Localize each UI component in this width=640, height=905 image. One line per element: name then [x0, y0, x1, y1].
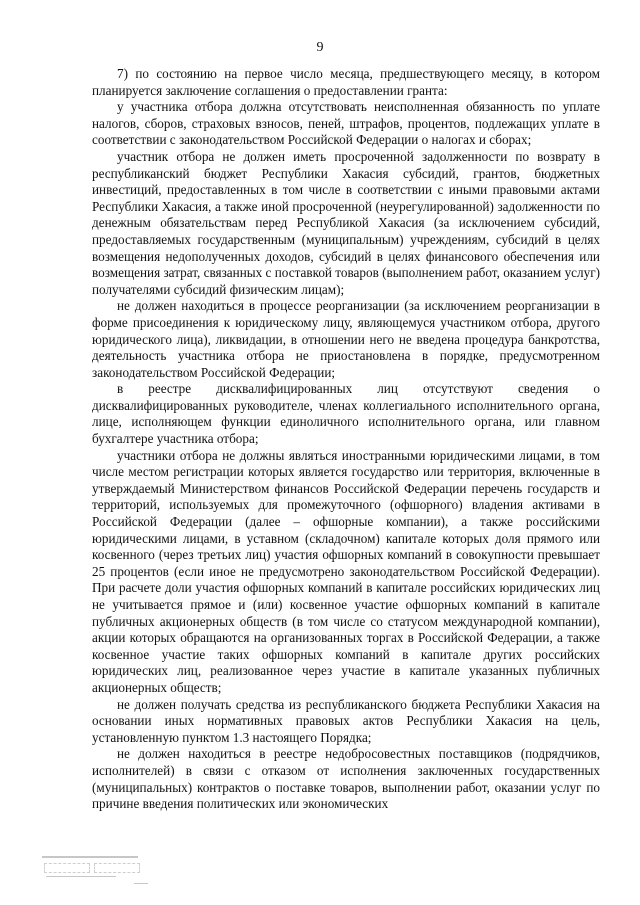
paragraph-overdue-debt: участник отбора не должен иметь просроченной задолженности по возврату в республиканский бюджет Республики Хакасия субсидий, грантов, бюджетных инвестиций, предоставленных в том числе в соответствии с иными правовыми актами Республики Хакасия, а также иной просроченной (неурегулированной) задолженности по денежным обязательствам перед Республикой Хакасия (за исключением субсидий, предоставляемых государственным (муниципальным) учреждениям, субсидий в целях возмещения недополученных доходов, субсидий в целях финансового обеспечения или возмещения затрат, связанных с поставкой товаров (выполнением работ, оказанием услуг) получателями субсидий физическим лицам);: [92, 148, 600, 297]
paragraph-disqualified-persons: в реестре дисквалифицированных лиц отсутствуют сведения о дисквалифицированных руководителе, членах коллегиального исполнительного органа, лице, исполняющем функции единоличного исполнительного органа, или главном бухгалтере участника отбора;: [92, 381, 600, 447]
page-number: 9: [316, 40, 324, 55]
paragraph-reorganization: не должен находиться в процессе реорганизации (за исключением реорганизации в форме присоединения к юридическому лицу, являющемуся участником отбора, другого юридического лица), ликвидации, в отношении него не введена процедура банкротства, деятельность участника отбора не приостановлена в порядке, предусмотренном законодательством Российской Федерации;: [92, 298, 600, 380]
document-body: [92, 66, 600, 813]
paragraph-item-7: 7) по состоянию на первое число месяца, предшествующего месяцу, в котором планируется заключение соглашения о предоставлении гранта:: [92, 66, 600, 98]
paragraph-tax-obligations: у участника отбора должна отсутствовать неисполненная обязанность по уплате налогов, сборов, страховых взносов, пеней, штрафов, процентов, подлежащих уплате в соответствии с законодательством Российской Федерации о налогах и сборах;: [92, 99, 600, 148]
paragraph-offshore-companies: участники отбора не должны являться иностранными юридическими лицами, в том числе местом регистрации которых является государство или территория, включенные в утверждаемый Министерством финансов Российской Федерации перечень государств и территорий, используемых для промежуточного (офшорного) владения активами в Российской Федерации (далее – офшорные компании), а также российскими юридическими лицами, в уставном (складочном) капитале которых доля прямого или косвенного (через третьих лиц) участия офшорных компаний в совокупности превышает 25 процентов (если иное не предусмотрено законодательством Российской Федерации). При расчете доли участия офшорных компаний в капитале российских юридических лиц не учитывается прямое и (или) косвенное участие офшорных компаний в капитале публичных акционерных обществ (в том числе со статусом международной компании), акции которых обращаются на организованных торгах в Российской Федерации, а также косвенное участие таких офшорных компаний в капитале других российских юридических лиц, реализованное через участие в капитале указанных публичных акционерных обществ;: [92, 447, 600, 695]
paragraph-other-funding: не должен получать средства из республиканского бюджета Республики Хакасия на основании иных нормативных правовых актов Республики Хакасия на цель, установленную пунктом 1.3 настоящего Порядка;: [92, 696, 600, 745]
faint-stamp-mark: [42, 852, 152, 886]
paragraph-unscrupulous-suppliers: не должен находиться в реестре недобросовестных поставщиков (подрядчиков, исполнителей) в связи с отказом от исполнения заключенных государственных (муниципальных) контрактов о поставке товаров, выполнении работ, оказании услуг по причине введения политических или экономических: [92, 746, 600, 812]
